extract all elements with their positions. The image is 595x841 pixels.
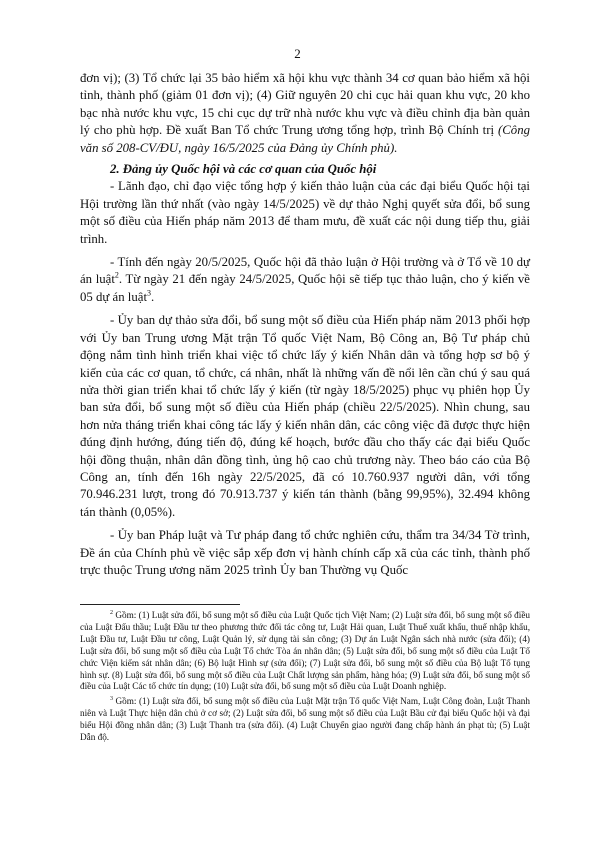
paragraph-text: đơn vị); (3) Tổ chức lại 35 bảo hiểm xã hội khu vực thành 34 cơ quan bảo hiểm xã hội tỉnh, thành phố (giảm 01 đơn vị); (4) Giữ nguyên 20 chi cục hải quan khu vực, 20 kho bạc nhà nước khu vực, 15 chi cục dự trữ nhà nước khu vực và điều chỉnh địa bàn quản lý cho phù hợp. Đề xuất Ban Tổ chức Trung ương tổng hợp, trình Bộ Chính trị [80, 71, 530, 138]
paragraph-text: . [151, 289, 155, 304]
footnote-ref[interactable]: 3 [147, 288, 151, 298]
paragraph-constitution-amendment: - Ủy ban dự thảo sửa đổi, bổ sung một số điều của Hiến pháp năm 2013 phối hợp với Ủy ban Trung ương Mặt trận Tổ quốc Việt Nam, Bộ Công an, Bộ Tư pháp chủ động nắm tình hình triển khai việc tổ chức lấy ý kiến Nhân dân và tổng hợp sơ bộ ý kiến của các cơ quan, tổ chức, cá nhân, nhất là những vấn đề nổi lên cần chú ý sau quá nửa thời gian triển khai tổ chức lấy ý kiến (từ ngày 18/5/2025) phục vụ phiên họp Ủy ban sửa đổi, bổ sung một số điều của Hiến pháp (chiều 22/5/2025). Nhìn chung, sau hơn nửa tháng triển khai công tác lấy ý kiến nhân dân, các công việc đã được thực hiện đúng định hướng, đúng tiến độ, đúng kế hoạch, bước đầu cho thấy các đại biểu Quốc hội đồng thuận, nhân dân đồng tình, ủng hộ cao chủ trương này. Theo báo cáo của Bộ Công an, tính đến 16h ngày 22/5/2025, đã có 10.760.937 người dân, với tổng 70.946.231 lượt, trong đó 70.913.737 ý kiến tán thành (bằng 99,95%), 32.494 không tán thành (0,05%). [80, 313, 530, 519]
footnote [80, 696, 530, 744]
section-heading: 2. Đảng ủy Quốc hội và các cơ quan của Quốc hội [110, 162, 377, 177]
paragraph-law-committee: - Ủy ban Pháp luật và Tư pháp đang tổ chức nghiên cứu, thẩm tra 34/34 Tờ trình, Đề án của Chính phủ về việc sắp xếp đơn vị hành chính cấp xã của các tỉnh, thành phố trực thuộc Trung ương năm 2025 trình Ủy ban Thường vụ Quốc [80, 528, 530, 577]
footnote-mark: 2 [110, 609, 113, 616]
paragraph-text: - Tính đến ngày 20/5/2025, Quốc hội đã thảo luận ở Hội trường và ở Tổ về 10 dự án luật [80, 255, 530, 287]
paragraph-continuation [80, 70, 530, 157]
footnote [80, 610, 530, 693]
footnote-divider [80, 604, 240, 605]
paragraph-leadership: - Lãnh đạo, chỉ đạo việc tổng hợp ý kiến thảo luận của các đại biểu Quốc hội tại Hội trường lần thứ nhất (vào ngày 14/5/2025) về dự thảo Nghị quyết sửa đổi, bổ sung một số điều của Hiến pháp năm 2013 để tham mưu, đề xuất các nội dung tiếp thu, giải trình. [80, 179, 530, 246]
paragraph-law-discussion [80, 254, 530, 306]
footnote-mark: 3 [110, 696, 113, 703]
footnote-ref[interactable]: 2 [114, 271, 119, 281]
page-number: 2 [294, 46, 301, 61]
document-reference: (Công văn số 208-CV/ĐU, ngày 16/5/2025 của Đảng ủy Chính phủ). [80, 123, 530, 155]
footnotes [80, 610, 530, 747]
document-body [80, 70, 530, 579]
footnote-text: Gồm: (1) Luật sửa đổi, bổ sung một số điều của Luật Quốc tịch Việt Nam; (2) Luật sửa đổi, bổ sung một số điều của Luật Đấu thầu; Luật Đầu tư theo phương thức đối tác công tư, Luật Hải quan, Luật Thuế xuất khẩu, thuế nhập khẩu, Luật Đầu tư, Luật Đầu tư công, Luật Quản lý, sử dụng tài sản công; (3) Dự án Luật Ngân sách nhà nước (sửa đổi); (4) Luật sửa đổi, bổ sung một số điều của Luật Tổ chức Tòa án nhân dân; (5) Luật sửa đổi, bổ sung một số điều của Luật Tổ chức Viện kiểm sát nhân dân; (6) Bộ luật Hình sự (sửa đổi); (7) Luật sửa đổi, bổ sung một số điều của Bộ luật Tố tụng hình sự. (8) Luật sửa đổi, bổ sung một số điều của Luật Chất lượng sản phẩm, hàng hóa; (9) Luật sửa đổi, bổ sung một số điều của Luật Các tổ chức tín dụng; (10) Luật sửa đổi, bổ sung một số điều của Luật Doanh nghiệp. [80, 610, 530, 692]
paragraph-text: . Từ ngày 21 đến ngày 24/5/2025, Quốc hội sẽ tiếp tục thảo luận, cho ý kiến về 05 dự án luật [80, 272, 530, 304]
footnote-text: Gồm: (1) Luật sửa đổi, bổ sung một số điều của Luật Mặt trận Tổ quốc Việt Nam, Luật Công đoàn, Luật Thanh niên và Luật Thực hiện dân chủ ở cơ sở; (2) Luật sửa đổi, bổ sung một số điều của Luật Bầu cử đại biểu Quốc hội và đại biểu Hội đồng nhân dân; (3) Luật Thanh tra (sửa đổi). (4) Luật Chuyển giao người đang chấp hành án phạt tù; (5) Luật Dẫn độ. [80, 696, 530, 743]
